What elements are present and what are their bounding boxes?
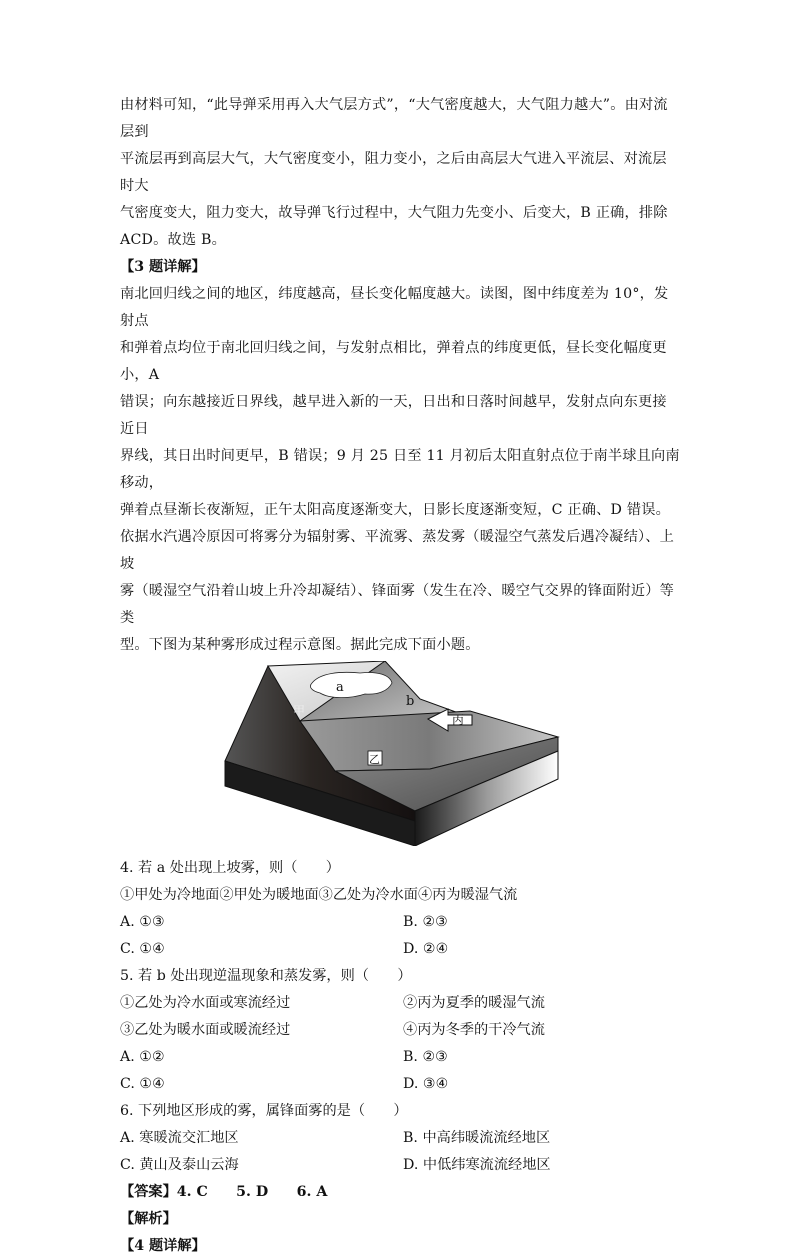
q4-stem: 4. 若 a 处出现上坡雾，则（ ） xyxy=(120,860,340,876)
intro-line: 由材料可知，“此导弹采用再入大气层方式”，“大气密度越大，大气阻力越大”。由对流层到 xyxy=(120,97,668,140)
q6-option-a[interactable]: A. 寒暖流交汇地区 xyxy=(120,1130,239,1146)
intro-line: 气密度变大，阻力变大，故导弹飞行过程中，大气阻力先变小、后变大，B 正确，排除 xyxy=(120,205,668,221)
q5-options-row-2 xyxy=(120,1071,680,1098)
label-bing: 丙 xyxy=(452,713,465,727)
section3-line: 南北回归线之间的地区，纬度越高，昼长变化幅度越大。读图，图中纬度差为 10°，发射点 xyxy=(120,286,669,329)
q4-options-row-1 xyxy=(120,909,680,936)
q5-statement-1: ①乙处为冷水面或寒流经过 xyxy=(120,995,291,1011)
fog-formation-diagram xyxy=(120,661,680,851)
q5-option-c[interactable]: C. ①④ xyxy=(120,1076,165,1092)
q5-options-row-1 xyxy=(120,1044,680,1071)
section3-paragraph xyxy=(120,281,680,524)
q6-stem: 6. 下列地区形成的雾，属锋面雾的是（ ） xyxy=(120,1103,408,1119)
answer-line: 【答案】4. C 5. D 6. A xyxy=(120,1184,328,1200)
question-5 xyxy=(120,963,680,1098)
q6-option-b[interactable]: B. 中高纬暖流流经地区 xyxy=(403,1130,551,1146)
q5-statements-row-2 xyxy=(120,1017,680,1044)
intro-line: 平流层再到高层大气，大气密度变小，阻力变小，之后由高层大气进入平流层、对流层时大 xyxy=(120,151,667,194)
q4-option-b[interactable]: B. ②③ xyxy=(403,914,448,930)
q4-option-a[interactable]: A. ①③ xyxy=(120,914,165,930)
q5-statement-3: ③乙处为暖水面或暖流经过 xyxy=(120,1022,291,1038)
intro-line: ACD。故选 B。 xyxy=(120,232,226,248)
q5-statements-row-1 xyxy=(120,990,680,1017)
q6-option-c[interactable]: C. 黄山及泰山云海 xyxy=(120,1157,239,1173)
label-b: b xyxy=(406,694,415,709)
q4-options-row-2 xyxy=(120,936,680,963)
q5-stem: 5. 若 b 处出现逆温现象和蒸发雾，则（ ） xyxy=(120,968,412,984)
analysis-heading: 【解析】 xyxy=(120,1211,177,1227)
question-6 xyxy=(120,1098,680,1179)
q4-option-d[interactable]: D. ②④ xyxy=(403,941,449,957)
label-jia: 甲 xyxy=(293,704,306,718)
material-line: 依据水汽遇冷原因可将雾分为辐射雾、平流雾、蒸发雾（暖湿空气蒸发后遇冷凝结）、上坡 xyxy=(120,529,675,572)
question-4 xyxy=(120,855,680,963)
q5-option-b[interactable]: B. ②③ xyxy=(403,1049,448,1065)
label-a: a xyxy=(336,680,344,695)
q6-options-row-1 xyxy=(120,1125,680,1152)
q5-statement-2: ②丙为夏季的暖湿气流 xyxy=(403,995,545,1011)
label-yi: 乙 xyxy=(369,753,380,766)
q4-option-c[interactable]: C. ①④ xyxy=(120,941,165,957)
material-paragraph xyxy=(120,524,680,659)
q4-statements: ①甲处为冷地面②甲处为暖地面③乙处为冷水面④丙为暖湿气流 xyxy=(120,887,518,903)
material-line: 雾（暖湿空气沿着山坡上升冷却凝结）、锋面雾（发生在冷、暖空气交界的锋面附近）等类 xyxy=(120,583,675,626)
section4-heading: 【4 题详解】 xyxy=(120,1238,206,1254)
section3-heading: 【3 题详解】 xyxy=(120,259,206,275)
material-line: 型。下图为某种雾形成过程示意图。据此完成下面小题。 xyxy=(120,637,480,653)
section3-line: 界线，其日出时间更早，B 错误；9 月 25 日至 11 月初后太阳直射点位于南半球且向南移动， xyxy=(120,448,680,491)
q5-statement-4: ④丙为冬季的干冷气流 xyxy=(403,1022,545,1038)
document-page xyxy=(120,92,680,1260)
section3-line: 弹着点昼渐长夜渐短，正午太阳高度逐渐变大，日影长度逐渐变短，C 正确、D 错误。 xyxy=(120,502,671,518)
intro-paragraph xyxy=(120,92,680,254)
q6-option-d[interactable]: D. 中低纬寒流流经地区 xyxy=(403,1157,551,1173)
q5-option-d[interactable]: D. ③④ xyxy=(403,1076,449,1092)
q5-option-a[interactable]: A. ①② xyxy=(120,1049,165,1065)
section3-line: 错误；向东越接近日界线，越早进入新的一天，日出和日落时间越早，发射点向东更接近日 xyxy=(120,394,667,437)
q6-options-row-2 xyxy=(120,1152,680,1179)
section3-line: 和弹着点均位于南北回归线之间，与发射点相比，弹着点的纬度更低，昼长变化幅度更小，A xyxy=(120,340,667,383)
fog-diagram-svg xyxy=(220,661,580,846)
